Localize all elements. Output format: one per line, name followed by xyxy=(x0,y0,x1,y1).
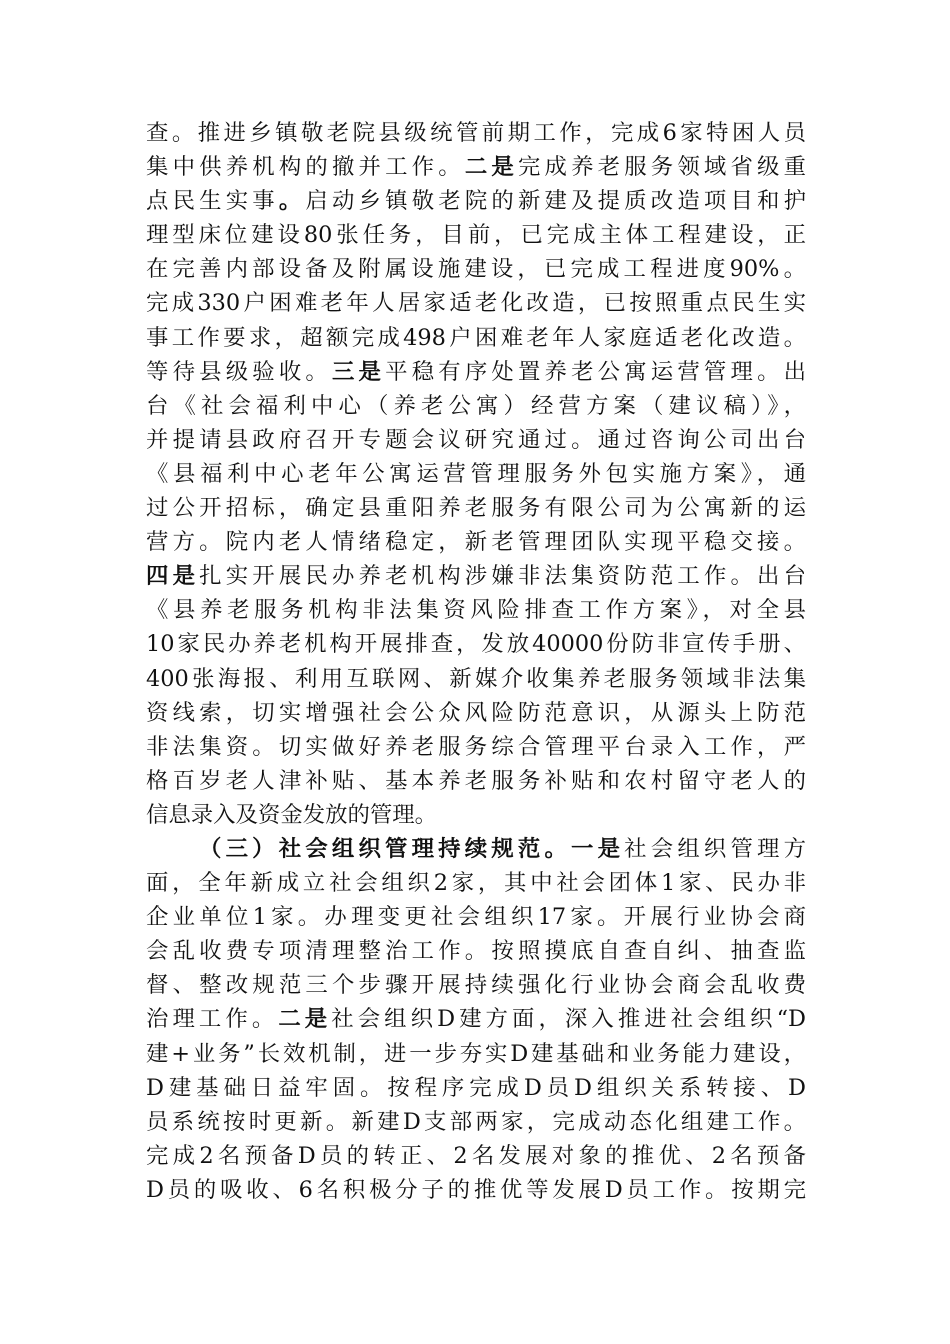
text-run: 400张海报、利用互联网、新媒介收集养老服务领域非法集 xyxy=(146,665,806,692)
text-line xyxy=(146,593,806,627)
text-run: 在完善内部设备及附属设施建设，已完成工程进度90%。 xyxy=(146,256,806,283)
text-run: 查。推进乡镇敬老院县级统管前期工作，完成6家特困人员 xyxy=(146,120,806,146)
text-run: 督、整改规范三个步骤开展持续强化行业协会商会乱收费 xyxy=(146,972,806,999)
text-run: D员的吸收、6名积极分子的推优等发展D员工作。按期完 xyxy=(146,1176,806,1203)
text-line xyxy=(146,150,806,184)
bold-text: 二是 xyxy=(464,154,518,181)
text-run: 集中供养机构的撤并工作。 xyxy=(146,154,465,181)
text-line xyxy=(146,1139,806,1173)
text-run: 社会组织管理方 xyxy=(624,835,807,862)
text-run: 信息录入及资金发放的管理。 xyxy=(146,801,438,828)
bold-text: （三）社会组织管理持续规范。一是 xyxy=(199,835,625,862)
text-line xyxy=(146,1105,806,1139)
text-run: 扎实开展民办养老机构涉嫌非法集资防范工作。出台 xyxy=(199,563,807,590)
text-line xyxy=(146,423,806,457)
text-line xyxy=(146,1173,806,1207)
text-line xyxy=(146,355,806,389)
text-line xyxy=(146,832,806,866)
text-run: 点民生实事 xyxy=(146,188,279,215)
text-run: 完成330户困难老年人居家适老化改造，已按照重点民生实 xyxy=(146,290,806,317)
text-run: 社会组织D建方面，深入推进社会组织“D xyxy=(331,1006,807,1033)
text-run: 《县福利中心老年公寓运营管理服务外包实施方案》，通 xyxy=(146,460,806,487)
text-run: 建+业务”长效机制，进一步夯实D建基础和业务能力建设， xyxy=(146,1040,806,1067)
text-line xyxy=(146,457,806,491)
text-line xyxy=(146,389,806,423)
text-line xyxy=(146,1037,806,1071)
text-run: 企业单位1家。办理变更社会组织17家。开展行业协会商 xyxy=(146,904,806,931)
text-line xyxy=(146,491,806,525)
paragraph xyxy=(146,832,806,1207)
text-run: 并提请县政府召开专题会议研究通过。通过咨询公司出台 xyxy=(146,426,806,453)
bold-text: 。 xyxy=(278,188,306,215)
text-line xyxy=(146,968,806,1002)
body-text xyxy=(146,116,806,1207)
text-line xyxy=(146,627,806,661)
text-line xyxy=(146,525,806,559)
text-line xyxy=(146,1071,806,1105)
text-line xyxy=(146,764,806,798)
text-line xyxy=(146,184,806,218)
text-run: D建基础日益牢固。按程序完成D员D组织关系转接、D xyxy=(146,1074,806,1101)
text-run: 完成2名预备D员的转正、2名发展对象的推优、2名预备 xyxy=(146,1142,806,1169)
text-run: 格百岁老人津补贴、基本养老服务补贴和农村留守老人的 xyxy=(146,767,806,794)
text-run: 《县养老服务机构非法集资风险排查工作方案》，对全县 xyxy=(146,597,806,624)
text-line xyxy=(146,798,806,832)
text-line xyxy=(146,116,806,150)
text-run: 平稳有序处置养老公寓运营管理。出 xyxy=(385,358,807,385)
text-run: 台《社会福利中心（养老公寓）经营方案（建议稿）》， xyxy=(146,392,806,419)
text-line xyxy=(146,559,806,593)
bold-text: 四是 xyxy=(146,563,200,590)
text-line xyxy=(146,252,806,286)
text-line xyxy=(146,900,806,934)
text-run: 完成养老服务领域省级重 xyxy=(517,154,807,181)
text-run: 事工作要求，超额完成498户困难老年人家庭适老化改造。 xyxy=(146,324,806,351)
text-line xyxy=(146,321,806,355)
text-line xyxy=(146,286,806,320)
text-line xyxy=(146,696,806,730)
text-run: 员系统按时更新。新建D支部两家，完成动态化组建工作。 xyxy=(146,1108,806,1135)
text-run: 过公开招标，确定县重阳养老服务有限公司为公寓新的运 xyxy=(146,495,806,522)
text-line xyxy=(146,218,806,252)
text-run: 会乱收费专项清理整治工作。按照摸底自查自纠、抽查监 xyxy=(146,938,806,965)
text-run: 资线索，切实增强社会公众风险防范意识，从源头上防范 xyxy=(146,699,806,726)
bold-text: 三是 xyxy=(331,358,386,385)
text-line xyxy=(146,730,806,764)
paragraph xyxy=(146,116,806,832)
text-run: 面，全年新成立社会组织2家，其中社会团体1家、民办非 xyxy=(146,870,806,897)
text-line xyxy=(146,934,806,968)
text-run: 营方。院内老人情绪稳定，新老管理团队实现平稳交接。 xyxy=(146,529,806,556)
text-line xyxy=(146,662,806,696)
text-line xyxy=(146,866,806,900)
text-run: 理型床位建设80张任务，目前，已完成主体工程建设，正 xyxy=(146,222,806,249)
text-run: 治理工作。 xyxy=(146,1006,279,1033)
text-run: 非法集资。切实做好养老服务综合管理平台录入工作，严 xyxy=(146,733,806,760)
bold-text: 二是 xyxy=(278,1006,332,1033)
text-run: 10家民办养老机构开展排查，发放40000份防非宣传手册、 xyxy=(146,631,806,658)
text-run: 启动乡镇敬老院的新建及提质改造项目和护 xyxy=(305,188,807,215)
text-line xyxy=(146,1002,806,1036)
text-run: 等待县级验收。 xyxy=(146,358,332,385)
